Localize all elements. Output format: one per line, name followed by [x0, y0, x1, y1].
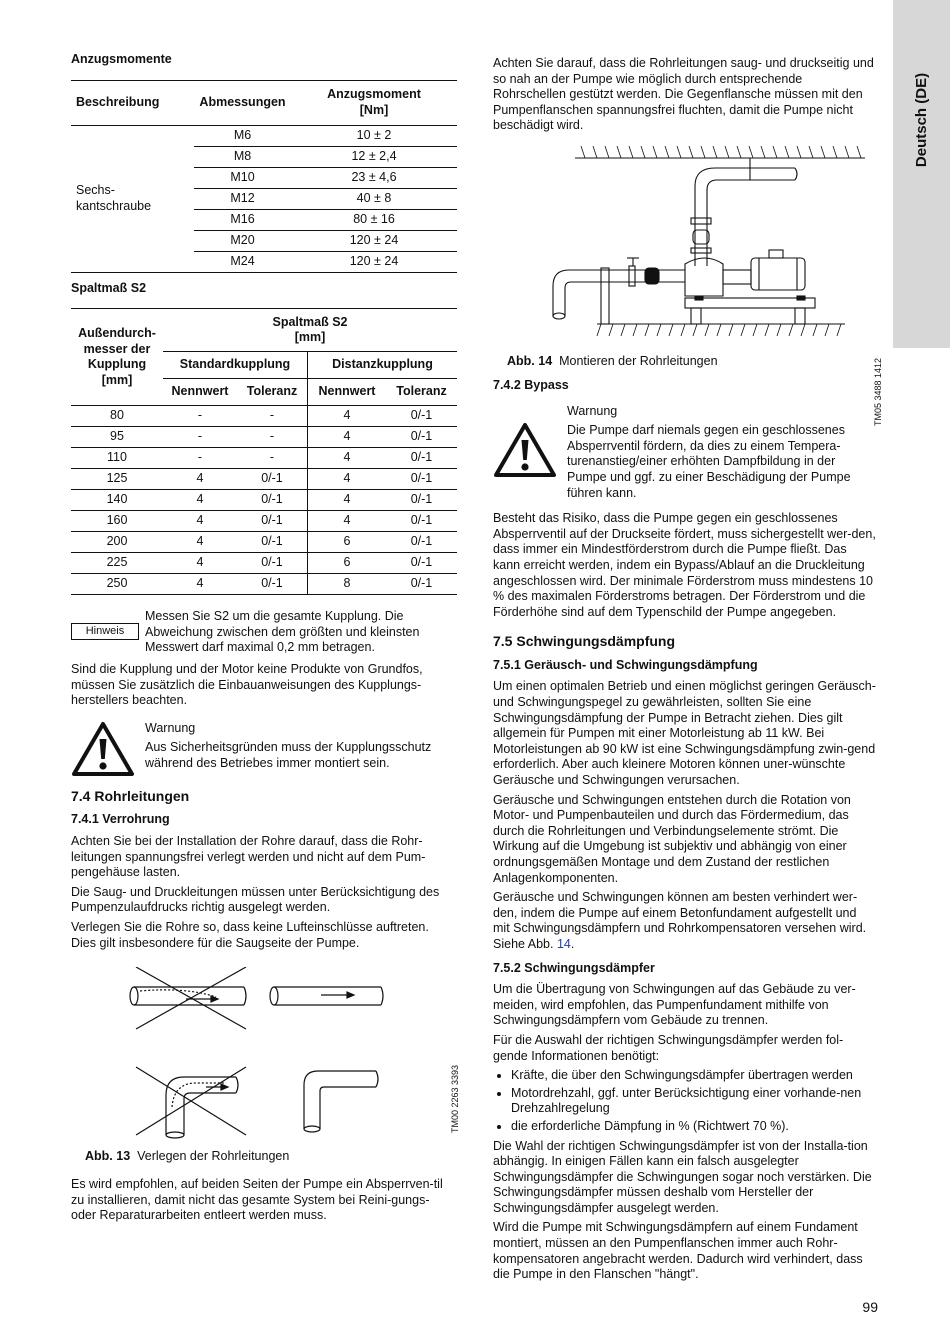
- std-nominal-cell: -: [163, 406, 237, 427]
- figure-14-link[interactable]: 14: [556, 936, 571, 951]
- torque-cell: 80 ± 16: [291, 209, 457, 230]
- spacer-tolerance-cell: 0/-1: [386, 574, 457, 595]
- torque-heading: Anzugsmomente: [71, 52, 172, 66]
- hint-note: [71, 609, 457, 656]
- para-741-1: Achten Sie bei der Installation der Rohre darauf, dass die Rohr-leitungen spannungsfrei verlegt werden und nicht auf dem Pum-pengehäuse lasten.: [71, 833, 426, 880]
- section-7-5-1-heading: 7.5.1 Geräusch- und Schwingungsdämpfung: [493, 657, 758, 672]
- spacer-nominal-cell: 4: [308, 448, 387, 469]
- torque-cell: 12 ± 2,4: [291, 146, 457, 167]
- figure-14-label: Abb. 14: [507, 353, 553, 368]
- figure-14-title: Montieren der Rohrleitungen: [559, 353, 718, 368]
- figure-14-caption: [507, 354, 718, 370]
- table-row: [71, 469, 457, 490]
- figure-13-code: TM00 2263 3393: [450, 1065, 460, 1134]
- warning2-title: Warnung: [567, 403, 618, 418]
- outer-diameter-cell: 110: [71, 448, 163, 469]
- hint-text: Messen Sie S2 um die gesamte Kupplung. Die Abweichung zwischen dem größten und kleinsten Messwert darf maximal 0,2 mm betragen.: [145, 609, 420, 655]
- std-tolerance-cell: 0/-1: [237, 490, 308, 511]
- torque-table: [71, 80, 457, 273]
- figure-13-caption: [85, 1149, 289, 1165]
- std-nominal-cell: 4: [163, 490, 237, 511]
- info-list: [493, 1068, 876, 1134]
- right-column: [493, 56, 883, 1287]
- spacer-tolerance-cell: 0/-1: [386, 469, 457, 490]
- torque-description-cell: Sechs- kantschraube: [71, 125, 194, 272]
- para-741-2: Die Saug- und Druckleitungen müssen unter Berücksichtigung des Pumpenzulaufdrucks richtig ausgelegt werden.: [71, 884, 440, 915]
- gap-col-std-tolerance: Toleranz: [237, 379, 308, 406]
- spacer-tolerance-cell: 0/-1: [386, 427, 457, 448]
- figure-13-label: Abb. 13: [85, 1149, 131, 1164]
- gap-col-std-nominal: Nennwert: [163, 379, 237, 406]
- size-cell: M20: [194, 230, 291, 251]
- para-752-3: Die Wahl der richtigen Schwingungsdämpfer ist von der Installa-tion abhängig. In einigen Fällen kann ein falsch ausgelegter Schwingungsdämpfer die Schwingungen sogar noch verstärken. Die Schwingungsdämpfer müssen deshalb vom Hersteller der Schwingungsdämpfer ausgelegt werden.: [493, 1138, 872, 1215]
- table-row: [71, 125, 457, 146]
- table-row: [71, 490, 457, 511]
- outer-diameter-cell: 95: [71, 427, 163, 448]
- outer-diameter-cell: 200: [71, 532, 163, 553]
- figure-13: [71, 963, 460, 1169]
- gap-col-spacer-nominal: Nennwert: [308, 379, 387, 406]
- pump-piping-illustration: [545, 146, 885, 336]
- warning2-text: Die Pumpe darf niemals gegen ein geschlossenes Absperrventil fördern, da dies zu einem Tempera-turenanstieg/einer erhöhten Dampfbildung in der Pumpe und ggf. zu einer Beschädigung der Pumpe führen kann.: [567, 423, 851, 500]
- left-column: [71, 52, 460, 1228]
- warning-coupling: [71, 717, 457, 777]
- gap-col-spacer: Distanzkupplung: [308, 352, 458, 379]
- std-nominal-cell: 4: [163, 532, 237, 553]
- std-tolerance-cell: -: [237, 427, 308, 448]
- spacer-nominal-cell: 4: [308, 427, 387, 448]
- spacer-tolerance-cell: 0/-1: [386, 448, 457, 469]
- spacer-tolerance-cell: 0/-1: [386, 406, 457, 427]
- gap-col-standard: Standardkupplung: [163, 352, 308, 379]
- std-nominal-cell: 4: [163, 511, 237, 532]
- torque-cell: 120 ± 24: [291, 230, 457, 251]
- std-nominal-cell: -: [163, 427, 237, 448]
- std-tolerance-cell: -: [237, 448, 308, 469]
- spacer-nominal-cell: 4: [308, 490, 387, 511]
- outer-diameter-cell: 125: [71, 469, 163, 490]
- spacer-tolerance-cell: 0/-1: [386, 490, 457, 511]
- std-tolerance-cell: 0/-1: [237, 532, 308, 553]
- std-tolerance-cell: 0/-1: [237, 511, 308, 532]
- std-nominal-cell: 4: [163, 553, 237, 574]
- torque-cell: 120 ± 24: [291, 251, 457, 272]
- torque-col-torque: Anzugsmoment [Nm]: [291, 80, 457, 125]
- spacer-nominal-cell: 8: [308, 574, 387, 595]
- torque-col-description: Beschreibung: [71, 80, 194, 125]
- torque-cell: 23 ± 4,6: [291, 167, 457, 188]
- spacer-tolerance-cell: 0/-1: [386, 553, 457, 574]
- std-nominal-cell: 4: [163, 574, 237, 595]
- outer-diameter-cell: 160: [71, 511, 163, 532]
- para-751-3-end: .: [570, 936, 575, 951]
- warning1-text: Aus Sicherheitsgründen muss der Kupplungsschutz während des Betriebes immer montiert sein.: [145, 740, 432, 770]
- size-cell: M16: [194, 209, 291, 230]
- size-cell: M24: [194, 251, 291, 272]
- table-row: [71, 406, 457, 427]
- table-row: [71, 511, 457, 532]
- warning-triangle-icon: [71, 721, 135, 777]
- torque-cell: 10 ± 2: [291, 125, 457, 146]
- language-tab-label: Deutsch (DE): [912, 72, 930, 168]
- std-nominal-cell: 4: [163, 469, 237, 490]
- page-number: 99: [862, 1299, 878, 1315]
- std-tolerance-cell: 0/-1: [237, 469, 308, 490]
- para-752-4: Wird die Pumpe mit Schwingungsdämpfern auf einem Fundament montiert, müssen an den Pumpenflanschen immer auch Rohr-kompensatoren angebracht werden. Dadurch wird verhindert, dass die Pumpe in den Flanschen "hängt".: [493, 1220, 863, 1282]
- spacer-tolerance-cell: 0/-1: [386, 532, 457, 553]
- torque-cell: 40 ± 8: [291, 188, 457, 209]
- section-7-5-2-heading: 7.5.2 Schwingungsdämpfer: [493, 960, 655, 975]
- gap-col-outer-diameter: Außendurch- messer der Kupplung [mm]: [71, 309, 163, 406]
- outer-diameter-cell: 80: [71, 406, 163, 427]
- para-valves: Es wird empfohlen, auf beiden Seiten der Pumpe ein Absperrven-til zu installieren, damit nicht das gesamte System bei Reini-gungs- oder Reparaturarbeiten entleert werden muss.: [71, 1177, 443, 1223]
- gap-heading: Spaltmaß S2: [71, 280, 147, 295]
- spacer-nominal-cell: 6: [308, 553, 387, 574]
- std-tolerance-cell: -: [237, 406, 308, 427]
- std-tolerance-cell: 0/-1: [237, 574, 308, 595]
- para-751-1: Um einen optimalen Betrieb und einen möglichst geringen Geräusch- und Schwingungspegel zu gewährleisten, sollten Sie eine Schwingungsdämpfung der Pumpe in Betracht ziehen. Dies gilt allgemein für Pumpen mit einer Motorleistung ab 11 kW. Bei Motorleistungen ab 90 kW ist eine Schwingungsdämpfung zwin-gend erforderlich. Aber auch kleinere Motoren können uner-wünschte Geräusche und Schwingungen verursachen.: [493, 679, 876, 788]
- para-coupling: Sind die Kupplung und der Motor keine Produkte von Grundfos, müssen Sie zusätzlich die Einbauanweisungen des Kupplungs-herstellers beachten.: [71, 661, 423, 708]
- section-7-4-1-heading: 7.4.1 Verrohrung: [71, 812, 170, 827]
- size-cell: M12: [194, 188, 291, 209]
- table-row: [71, 574, 457, 595]
- list-item: • Kräfte, die über den Schwingungsdämpfer übertragen werden: [511, 1068, 876, 1084]
- para-751-3-text: Geräusche und Schwingungen können am besten verhindert wer-den, indem die Pumpe auf einem Betonfundament aufgestellt und mit Schwingungsdämpfern und Rohrkompensatoren versehen wird. Siehe Abb.: [493, 890, 867, 951]
- spacer-tolerance-cell: 0/-1: [386, 511, 457, 532]
- outer-diameter-cell: 225: [71, 553, 163, 574]
- warning-bypass: [493, 404, 876, 506]
- table-row: [71, 553, 457, 574]
- figure-14-code: TM05 3488 1412: [873, 357, 883, 426]
- table-row: [71, 427, 457, 448]
- gap-col-gap: Spaltmaß S2 [mm]: [163, 309, 457, 352]
- section-7-5-heading: 7.5 Schwingungsdämpfung: [493, 633, 676, 650]
- spacer-nominal-cell: 4: [308, 511, 387, 532]
- size-cell: M8: [194, 146, 291, 167]
- gap-col-spacer-tolerance: Toleranz: [386, 379, 457, 406]
- list-item: • die erforderliche Dämpfung in % (Richtwert 70 %).: [511, 1119, 876, 1135]
- para-bypass: Besteht das Risiko, dass die Pumpe gegen ein geschlossenes Absperrventil auf der Druckseite fördert, muss sichergestellt wer-den, dass immer ein Mindestförderstrom durch die Pumpe fließt. Das kann erreicht werden, indem ein Bypass/Ablauf an die Druckleitung angeschlossen wird. Der minimale Förderstrom muss mindestens 10 % des maximalen Förderstroms betragen. Der Förderstrom und die Förderhöhe sind auf dem Typenschild der Pumpe angegeben.: [493, 511, 876, 619]
- para-741-3: Verlegen Sie die Rohre so, dass keine Lufteinschlüsse auftreten. Dies gilt insbesondere für die Saugseite der Pumpe.: [71, 919, 429, 950]
- hint-label: Hinweis: [71, 623, 139, 640]
- section-7-4-2-heading: 7.4.2 Bypass: [493, 377, 569, 392]
- figure-13-title: Verlegen der Rohrleitungen: [137, 1149, 290, 1164]
- list-item: • Motordrehzahl, ggf. unter Berücksichtigung einer vorhande-nen Drehzahlregelung: [511, 1086, 876, 1117]
- std-tolerance-cell: 0/-1: [237, 553, 308, 574]
- para-751-3: [493, 890, 876, 952]
- size-cell: M6: [194, 125, 291, 146]
- gap-table: [71, 308, 457, 595]
- torque-col-size: Abmessungen: [194, 80, 291, 125]
- size-cell: M10: [194, 167, 291, 188]
- section-7-4-heading: 7.4 Rohrleitungen: [71, 787, 190, 804]
- para-752-2: Für die Auswahl der richtigen Schwingungsdämpfer werden fol-gende Informationen benötigt:: [493, 1032, 844, 1063]
- spacer-nominal-cell: 4: [308, 469, 387, 490]
- pipe-routing-illustration: [126, 967, 466, 1147]
- outer-diameter-cell: 250: [71, 574, 163, 595]
- table-row: [71, 448, 457, 469]
- language-tab: [893, 0, 950, 348]
- outer-diameter-cell: 140: [71, 490, 163, 511]
- table-row: [71, 532, 457, 553]
- para-intro: Achten Sie darauf, dass die Rohrleitungen saug- und druckseitig und so nah an der Pumpe wie möglich durch entsprechende Rohrschellen gestützt werden. Die Gegenflansche müssen mit den Pumpenflanschen spannungsfrei fluchten, damit die Pumpe nicht beschädigt wird.: [493, 56, 874, 133]
- para-751-2: Geräusche und Schwingungen entstehen durch die Rotation von Motor- und Pumpenbauteilen und durch das Fördermedium, das durch die Rohrleitungen und Verbindungselemente strömt. Die Wirkung auf die Umgebung ist subjektiv und abhängig von einer ordnungsgemäßen Montage und dem Zustand der restlichen Anlagenkomponenten.: [493, 792, 851, 885]
- std-nominal-cell: -: [163, 448, 237, 469]
- spacer-nominal-cell: 4: [308, 406, 387, 427]
- warning-triangle-icon: [493, 422, 557, 478]
- warning1-title: Warnung: [145, 720, 196, 735]
- para-752-1: Um die Übertragung von Schwingungen auf das Gebäude zu ver-meiden, wird empfohlen, das Pumpenfundament mithilfe von Schwingungsdämpfern vom Gebäude zu trennen.: [493, 982, 856, 1028]
- spacer-nominal-cell: 6: [308, 532, 387, 553]
